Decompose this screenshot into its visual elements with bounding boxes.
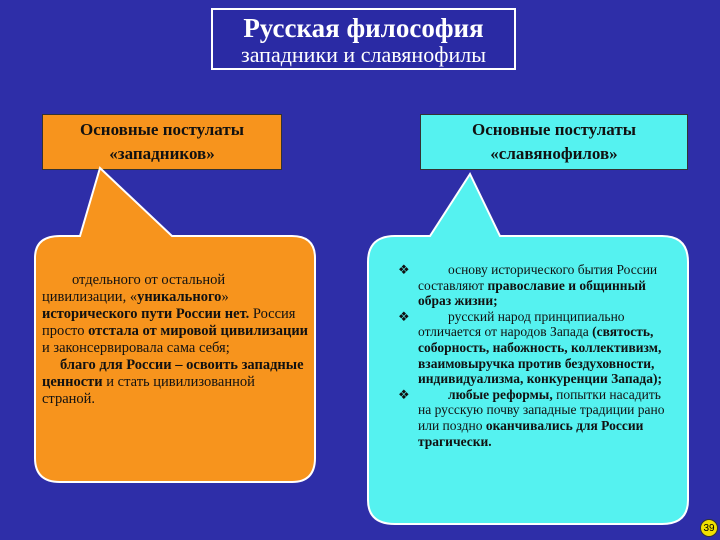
page-number-badge: 39 <box>700 519 718 537</box>
westerners-text-p4: и законсервировала сама себя; <box>42 340 230 356</box>
bullet-1 <box>398 262 670 309</box>
bullet-3 <box>398 387 670 449</box>
westerners-text-p2b: исторического пути России нет. <box>42 306 250 322</box>
westerners-text-p3: Россия просто <box>42 306 296 339</box>
bullet-1-lead: основу исторического бытия России составляют <box>418 262 658 293</box>
westerners-text-p5b: благо для России – освоить западные ценности <box>42 357 304 390</box>
westerners-text <box>42 272 310 408</box>
diamond-bullet-icon: ❖ <box>398 308 410 324</box>
westerners-text-p1c: » <box>221 289 229 305</box>
slavophiles-text <box>398 262 670 449</box>
slide-title: Русская философия <box>243 13 484 43</box>
slavophiles-label-line1: Основные постулаты <box>472 120 636 139</box>
westerners-text-p1: отдельного от остальной цивилизации, « <box>42 272 226 305</box>
bullet-2 <box>398 309 670 387</box>
bullet-3-bold: любые реформы, <box>448 386 553 402</box>
bullet-1-bold: православие и общинный образ жизни; <box>418 277 646 309</box>
bullet-2-lead: русский народ принципиально отличается от народов Запада <box>418 308 625 340</box>
bullet-3-bold2: оканчивались для России трагически. <box>418 417 644 449</box>
diamond-bullet-icon: ❖ <box>398 262 410 277</box>
westerners-label-line1: Основные постулаты <box>80 120 244 139</box>
westerners-text-p6: и стать цивилизованной страной. <box>42 374 255 407</box>
westerners-text-p1b: уникального <box>137 289 222 305</box>
bullet-3-tail: попытки насадить на русскую почву западные традиции рано или поздно <box>418 386 665 433</box>
diamond-bullet-icon: ❖ <box>398 386 410 402</box>
slide-subtitle: западники и славянофилы <box>241 42 486 67</box>
slavophiles-label-line2: «славянофилов» <box>490 144 618 163</box>
westerners-label-line2: «западников» <box>109 144 215 163</box>
bullet-2-bold: (святость, соборность, набожность, коллективизм, взаимовыручка против бездуховности, индивидуализма, конкуренции Запада); <box>418 324 662 387</box>
westerners-text-p3b: отстала от мировой цивилизации <box>88 323 309 339</box>
